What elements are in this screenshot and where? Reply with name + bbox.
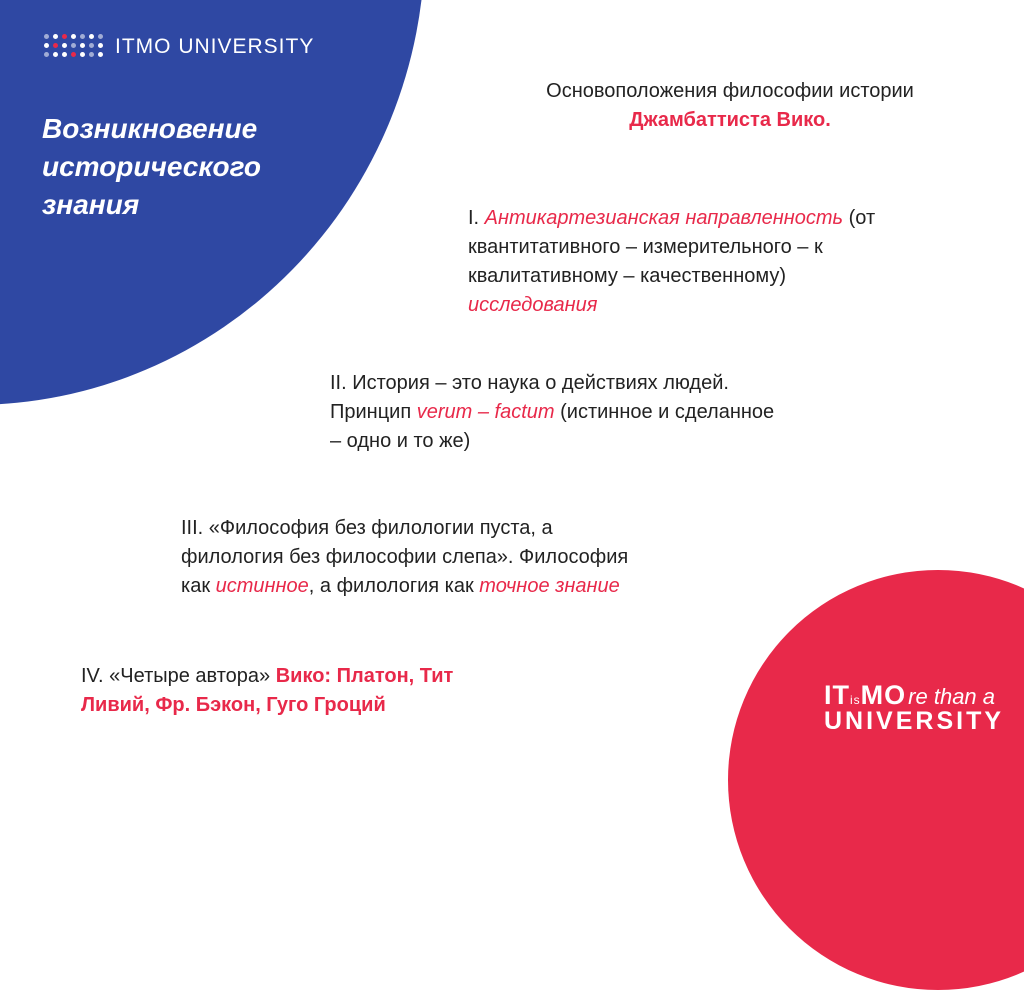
point-number: I. (468, 207, 485, 229)
logo-mo: MO (860, 680, 907, 710)
itmo-dots-icon (44, 34, 105, 59)
point-3 (181, 514, 721, 601)
emphasis-text: исследования (468, 294, 598, 316)
emphasis-text: Ливий, Фр. Бэкон, Гуго Гроций (81, 694, 386, 716)
red-circle-background (728, 570, 1024, 990)
itmo-logo-top (44, 34, 314, 59)
content-heading (460, 77, 1000, 135)
point-4 (81, 662, 541, 720)
itmo-logo-text: ITMO UNIVERSITY (115, 34, 315, 58)
point-text: – одно и то же) (330, 430, 471, 452)
point-text: как (181, 575, 216, 597)
point-text: Принцип (330, 401, 417, 423)
heading-line: Основоположения философии истории (546, 80, 914, 102)
emphasis-text: verum – factum (416, 401, 555, 423)
point-text: , а филология как (308, 575, 480, 597)
logo-university: UNIVERSITY (824, 707, 1005, 735)
emphasis-text: Антикартезианская направленность (484, 207, 844, 229)
point-text: (от (843, 207, 876, 229)
itmo-logo-bottom (824, 680, 1004, 736)
point-2 (330, 369, 870, 456)
point-1 (468, 204, 988, 320)
slide-title-line: знания (42, 189, 140, 220)
emphasis-text: истинное (215, 575, 309, 597)
slide-title-line: исторического (42, 151, 261, 182)
point-text: квантитативного – измерительного – к (468, 236, 823, 258)
logo-is: is (850, 693, 861, 707)
point-text: (истинное и сделанное (554, 401, 775, 423)
point-text: III. «Философия без филологии пуста, а (181, 517, 553, 539)
point-text: квалитативному – качественному) (468, 265, 787, 287)
emphasis-text: Вико: Платон, Тит (275, 665, 454, 687)
logo-more: re than a (908, 684, 996, 709)
logo-it: IT (824, 680, 850, 710)
heading-name: Джамбаттиста Вико. (629, 109, 831, 131)
slide-title (42, 110, 322, 224)
point-text: филология без философии слепа». Философия (181, 546, 629, 568)
point-text: II. История – это наука о действиях людей. (330, 372, 729, 394)
slide-title-line: Возникновение (42, 113, 258, 144)
emphasis-text: точное знание (479, 575, 620, 597)
point-text: IV. «Четыре автора» (81, 665, 276, 687)
